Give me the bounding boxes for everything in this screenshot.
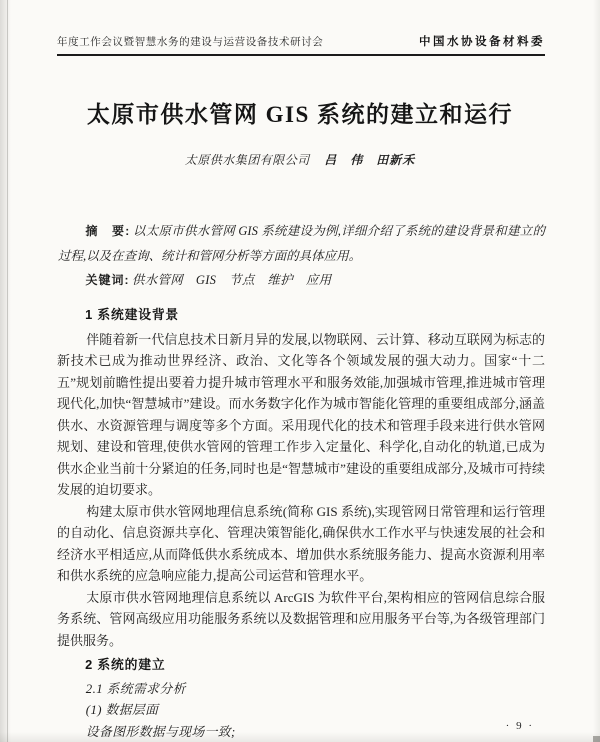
abstract-text: 以太原市供水管网 GIS 系统建设为例,详细介绍了系统的建设背景和建立的过程,以及在查询、统计和管网分析等方面的具体应用。 [58, 224, 545, 263]
paragraph: 伴随着新一代信息技术日新月异的发展,以物联网、云计算、移动互联网为标志的新技术已成为推动世界经济、政治、文化等各个领域发展的强大动力。国家“十二五”规划前瞻性提出要着力提升城市管理水平和服务效能,加强城市管理,推进城市管理现代化,加快“智慧城市”建设。而水务数字化作为城市智能化管理的重要组成部分,涵盖供水、水资源管理与调度等多个方面。采用现代化的技术和管理手段来进行供水管网规划、建设和管理,使供水管网的管理工作步入定量化、科学化,自动化的轨道,已成为供水企业当前十分紧迫的任务,同时也是“智慧城市”建设的重要组成部分,及城市可持续发展的迫切要求。 [57, 331, 545, 497]
scan-corner-mark [593, 736, 600, 742]
author-names: 吕 伟 田新禾 [324, 153, 416, 167]
abstract-label: 摘 要: [85, 224, 131, 238]
body-content [57, 301, 545, 742]
paper-title: 太原市供水管网 GIS 系统的建立和运行 [86, 102, 514, 127]
abstract-paragraph [58, 219, 545, 268]
paragraph: 太原市供水管网地理信息系统以 ArcGIS 为软件平台,架构相应的管网信息综合服务系统、管网高级应用功能服务系统以及数据管理和应用服务平台等,为各级管理部门提供服务。 [57, 589, 545, 648]
paragraph: 构建太原市供水管网地理信息系统(简称 GIS 系统),实现管网日常管理和运行管理的自动化、信息资源共享化、管理决策智能化,确保供水工作水平与快速发展的社会和经济水平相适应,从而降低供水系统成本、增加供水系统服务能力、提高水资源利用率和供水系统的应急响应能力,提高公司运营和管理水平。 [57, 503, 545, 583]
author-affiliation: 太原供水集团有限公司 [184, 153, 310, 167]
running-header [57, 33, 545, 56]
header-conference-title: 年度工作会议暨智慧水务的建设与运营设备技术研讨会 [57, 37, 324, 48]
section-heading-2: 2 系统的建立 [85, 657, 166, 672]
list-item: (1) 数据层面 [85, 703, 159, 717]
keywords-text: 供水管网 GIS 节点 维护 应用 [131, 273, 332, 287]
section-heading-1: 1 系统建设背景 [85, 307, 180, 322]
byline [0, 151, 600, 168]
page-number: · 9 · [505, 720, 534, 732]
header-committee-name: 中国水协设备材料委 [419, 36, 545, 48]
keywords-line [58, 268, 545, 293]
abstract-block [58, 219, 545, 293]
subsection-heading: 2.1 系统需求分析 [85, 681, 186, 696]
list-item-detail: 设备图形数据与现场一致; [85, 724, 236, 739]
keywords-label: 关键词: [85, 273, 130, 287]
